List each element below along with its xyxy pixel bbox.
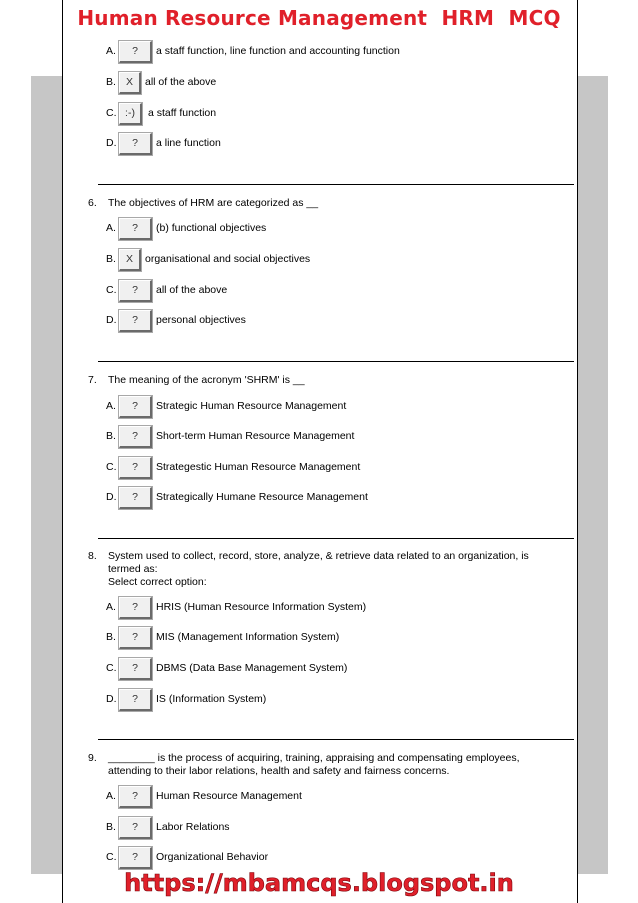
answer-check-button[interactable]: ? bbox=[119, 786, 152, 808]
q9-option-c bbox=[106, 847, 526, 867]
q7-option-c bbox=[106, 457, 526, 477]
q7-option-b bbox=[106, 426, 526, 446]
q6-option-b bbox=[106, 249, 526, 269]
question-text-line: termed as: bbox=[108, 563, 158, 575]
right-gray-margin bbox=[577, 76, 608, 874]
option-letter: B. bbox=[106, 430, 116, 442]
option-letter: A. bbox=[106, 601, 116, 613]
option-letter: D. bbox=[106, 491, 117, 503]
q5-option-c bbox=[106, 103, 526, 123]
option-letter: B. bbox=[106, 821, 116, 833]
question-number: 7. bbox=[88, 374, 97, 386]
q8-option-a bbox=[106, 597, 526, 617]
answer-check-button[interactable]: ? bbox=[119, 396, 152, 418]
option-text: a staff function bbox=[148, 107, 217, 119]
page-title: Human Resource Management HRM MCQ bbox=[77, 6, 561, 30]
option-text: all of the above bbox=[156, 284, 228, 296]
option-letter: C. bbox=[106, 107, 117, 119]
option-text: Strategically Humane Resource Management bbox=[156, 491, 368, 503]
right-frame-line bbox=[577, 0, 578, 903]
question-text: The meaning of the acronym 'SHRM' is __ bbox=[108, 374, 305, 386]
option-text: Strategestic Human Resource Management bbox=[156, 461, 361, 473]
q6-option-a bbox=[106, 218, 526, 238]
option-letter: A. bbox=[106, 790, 116, 802]
option-text: a staff function, line function and accounting function bbox=[156, 45, 400, 57]
option-text: Labor Relations bbox=[156, 821, 230, 833]
option-letter: D. bbox=[106, 314, 117, 326]
answer-check-button[interactable]: ? bbox=[119, 847, 152, 869]
q5-option-a bbox=[106, 41, 526, 61]
option-text: MIS (Management Information System) bbox=[156, 631, 340, 643]
question-text-line: attending to their labor relations, health and safety and fairness concerns. bbox=[108, 765, 450, 777]
q8-option-c bbox=[106, 658, 526, 678]
q8-option-d bbox=[106, 689, 526, 709]
question-text-line: ________ is the process of acquiring, training, appraising and compensating employees, bbox=[108, 752, 520, 764]
left-gray-margin bbox=[31, 76, 62, 874]
option-text: Human Resource Management bbox=[156, 790, 302, 802]
answer-check-button[interactable]: ? bbox=[119, 218, 152, 240]
q9-option-a bbox=[106, 786, 526, 806]
q6-option-d bbox=[106, 310, 526, 330]
option-text: Strategic Human Resource Management bbox=[156, 400, 347, 412]
q7-option-a bbox=[106, 396, 526, 416]
option-text: HRIS (Human Resource Information System) bbox=[156, 601, 367, 613]
option-text: IS (Information System) bbox=[156, 693, 267, 705]
question-text bbox=[108, 550, 548, 589]
question-number: 8. bbox=[88, 550, 97, 562]
answer-check-button[interactable]: X bbox=[119, 249, 141, 271]
option-letter: C. bbox=[106, 461, 117, 473]
answer-check-button[interactable]: :-) bbox=[119, 103, 142, 125]
answer-check-button[interactable]: ? bbox=[119, 41, 152, 63]
option-letter: A. bbox=[106, 400, 116, 412]
option-text: organisational and social objectives bbox=[145, 253, 311, 265]
option-letter: C. bbox=[106, 851, 117, 863]
q5-option-d bbox=[106, 133, 526, 153]
option-letter: D. bbox=[106, 693, 117, 705]
q7-option-d bbox=[106, 487, 526, 507]
q8-option-b bbox=[106, 627, 526, 647]
option-letter: B. bbox=[106, 253, 116, 265]
option-letter: C. bbox=[106, 284, 117, 296]
option-letter: A. bbox=[106, 45, 116, 57]
option-letter: C. bbox=[106, 662, 117, 674]
question-text-line: Select correct option: bbox=[108, 576, 207, 588]
question-text-line: System used to collect, record, store, analyze, & retrieve data related to an organization, is bbox=[108, 550, 529, 562]
answer-check-button[interactable]: ? bbox=[119, 280, 152, 302]
answer-check-button[interactable]: ? bbox=[119, 426, 152, 448]
left-frame-line bbox=[62, 0, 63, 903]
q6-option-c bbox=[106, 280, 526, 300]
answer-check-button[interactable]: ? bbox=[119, 457, 152, 479]
q5-option-b bbox=[106, 72, 526, 92]
answer-check-button[interactable]: ? bbox=[119, 597, 152, 619]
question-separator bbox=[98, 361, 574, 362]
question-text bbox=[108, 752, 548, 778]
option-letter: B. bbox=[106, 76, 116, 88]
answer-check-button[interactable]: ? bbox=[119, 310, 152, 332]
question-number: 6. bbox=[88, 197, 97, 209]
answer-check-button[interactable]: ? bbox=[119, 658, 152, 680]
question-number: 9. bbox=[88, 752, 97, 764]
question-text: The objectives of HRM are categorized as __ bbox=[108, 197, 319, 209]
answer-check-button[interactable]: X bbox=[119, 72, 141, 94]
answer-check-button[interactable]: ? bbox=[119, 627, 152, 649]
answer-check-button[interactable]: ? bbox=[119, 689, 152, 711]
option-text: all of the above bbox=[145, 76, 217, 88]
option-text: a line function bbox=[156, 137, 221, 149]
option-text: Short-term Human Resource Management bbox=[156, 430, 355, 442]
option-text: (b) functional objectives bbox=[156, 222, 267, 234]
answer-check-button[interactable]: ? bbox=[119, 487, 152, 509]
option-text: personal objectives bbox=[156, 314, 246, 326]
q9-option-b bbox=[106, 817, 526, 837]
option-letter: D. bbox=[106, 137, 117, 149]
answer-check-button[interactable]: ? bbox=[119, 817, 152, 839]
question-separator bbox=[98, 184, 574, 185]
blog-url-link[interactable]: https://mbamcqs.blogspot.in bbox=[124, 869, 514, 897]
question-separator bbox=[98, 739, 574, 740]
option-letter: A. bbox=[106, 222, 116, 234]
option-letter: B. bbox=[106, 631, 116, 643]
answer-check-button[interactable]: ? bbox=[119, 133, 152, 155]
question-separator bbox=[98, 538, 574, 539]
option-text: DBMS (Data Base Management System) bbox=[156, 662, 348, 674]
option-text: Organizational Behavior bbox=[156, 851, 269, 863]
